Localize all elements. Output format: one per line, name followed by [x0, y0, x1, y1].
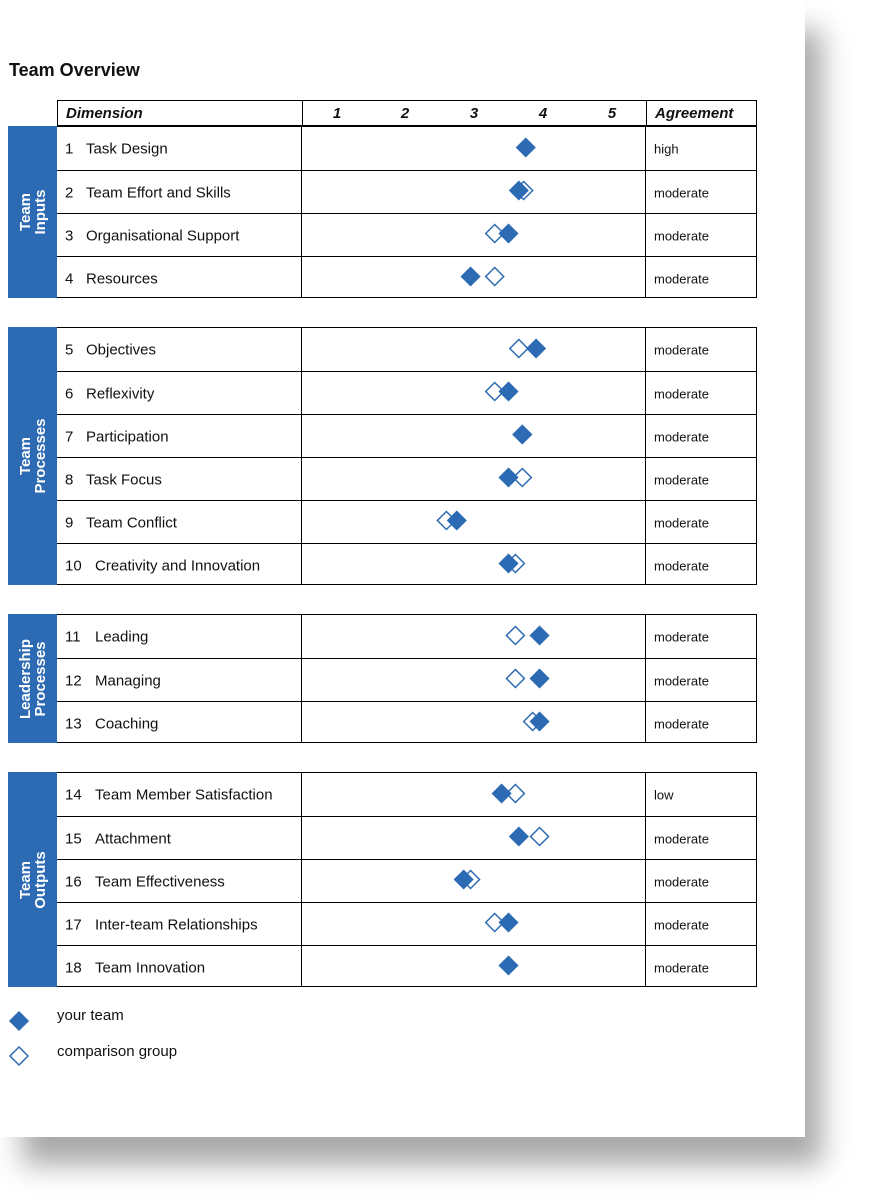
dimension-name: Inter-team Relationships — [95, 916, 258, 933]
dimension-name: Objectives — [86, 341, 157, 358]
table-row — [57, 170, 756, 214]
table-row — [57, 658, 756, 702]
group-band — [8, 772, 57, 987]
dimension-name: Participation — [86, 428, 169, 445]
header-dimension: Dimension — [66, 105, 143, 122]
dimension-name: Coaching — [95, 715, 159, 732]
table-row — [57, 902, 756, 946]
agreement-value: moderate — [654, 386, 709, 401]
group-band — [8, 614, 57, 743]
agreement-value: moderate — [654, 228, 709, 243]
dimension-group — [8, 126, 757, 298]
agreement-value: moderate — [654, 558, 709, 573]
agreement-value: moderate — [654, 716, 709, 731]
header-divider — [302, 101, 303, 125]
dimension-number: 12 — [65, 672, 82, 689]
dimension-name: Creativity and Innovation — [95, 557, 261, 574]
page-title: Team Overview — [9, 60, 140, 80]
agreement-value: moderate — [654, 874, 709, 889]
dimension-name: Task Design — [86, 140, 168, 157]
dimension-name: Team Innovation — [95, 959, 206, 976]
dimension-number: 3 — [65, 227, 74, 244]
agreement-value: moderate — [654, 472, 709, 487]
agreement-value: moderate — [654, 429, 709, 444]
scale-tick-4: 4 — [538, 105, 548, 122]
agreement-value: moderate — [654, 673, 709, 688]
dimension-name: Task Focus — [86, 471, 162, 488]
table-row — [57, 773, 756, 816]
dimension-name: Managing — [95, 672, 161, 689]
agreement-value: moderate — [654, 917, 709, 932]
dimension-number: 1 — [65, 140, 74, 157]
table-row — [57, 127, 756, 170]
table-row — [57, 457, 756, 501]
scale-tick-3: 3 — [469, 105, 479, 122]
table-header — [57, 100, 757, 126]
dimension-name: Organisational Support — [86, 227, 240, 244]
table-row — [57, 256, 756, 300]
group-rows — [57, 772, 757, 987]
dimension-number: 7 — [65, 428, 74, 445]
group-rows — [57, 327, 757, 585]
dimension-name: Reflexivity — [86, 385, 155, 402]
dimension-name: Team Member Satisfaction — [95, 786, 273, 803]
dimension-name: Resources — [86, 270, 158, 287]
header-divider — [646, 101, 647, 125]
table-row — [57, 816, 756, 860]
dimension-number: 8 — [65, 471, 74, 488]
dimension-group — [8, 772, 757, 987]
dimension-name: Team Effectiveness — [95, 873, 225, 890]
dimension-number: 10 — [65, 557, 82, 574]
dimension-name: Team Conflict — [86, 514, 177, 531]
table-row — [57, 371, 756, 415]
dimension-number: 18 — [65, 959, 82, 976]
dimension-name: Team Effort and Skills — [86, 184, 231, 201]
legend-comparison-label: comparison group — [57, 1043, 178, 1060]
dimension-number: 6 — [65, 385, 74, 402]
table-row — [57, 945, 756, 989]
agreement-value: moderate — [654, 271, 709, 286]
table-row — [57, 414, 756, 458]
dimension-number: 15 — [65, 830, 82, 847]
legend-your-team-label: your team — [57, 1007, 124, 1024]
group-rows — [57, 614, 757, 743]
group-label: Team Outputs — [16, 850, 49, 909]
agreement-value: moderate — [654, 960, 709, 975]
legend-your-team-icon — [10, 1012, 28, 1030]
agreement-value: moderate — [654, 831, 709, 846]
dimension-number: 16 — [65, 873, 82, 890]
dimension-number: 11 — [65, 628, 81, 645]
table-row — [57, 500, 756, 544]
dimension-number: 9 — [65, 514, 74, 531]
scale-tick-5: 5 — [607, 105, 617, 122]
scale-tick-1: 1 — [332, 105, 342, 122]
dimension-number: 4 — [65, 270, 74, 287]
group-rows — [57, 126, 757, 298]
dimension-group — [8, 614, 757, 743]
dimension-name: Attachment — [95, 830, 171, 847]
dimension-number: 5 — [65, 341, 74, 358]
group-label: Team Inputs — [16, 189, 49, 235]
legend-comparison-icon — [10, 1047, 28, 1065]
dimension-group — [8, 327, 757, 585]
agreement-value: low — [654, 787, 674, 802]
dimension-number: 14 — [65, 786, 82, 803]
table-row — [57, 213, 756, 257]
table-row — [57, 615, 756, 658]
group-label: Team Processes — [16, 418, 49, 494]
table-row — [57, 328, 756, 371]
group-label: Leadership Processes — [16, 638, 49, 719]
dimension-number: 2 — [65, 184, 74, 201]
dimension-name: Leading — [95, 628, 149, 645]
header-agreement: Agreement — [655, 105, 734, 122]
agreement-value: moderate — [654, 342, 709, 357]
table-row — [57, 859, 756, 903]
scale-tick-2: 2 — [400, 105, 410, 122]
agreement-value: high — [654, 141, 679, 156]
table-row — [57, 701, 756, 745]
agreement-value: moderate — [654, 629, 709, 644]
dimension-number: 13 — [65, 715, 82, 732]
table-row — [57, 543, 756, 587]
group-band — [8, 126, 57, 298]
group-band — [8, 327, 57, 585]
dimension-number: 17 — [65, 916, 82, 933]
agreement-value: moderate — [654, 185, 709, 200]
agreement-value: moderate — [654, 515, 709, 530]
